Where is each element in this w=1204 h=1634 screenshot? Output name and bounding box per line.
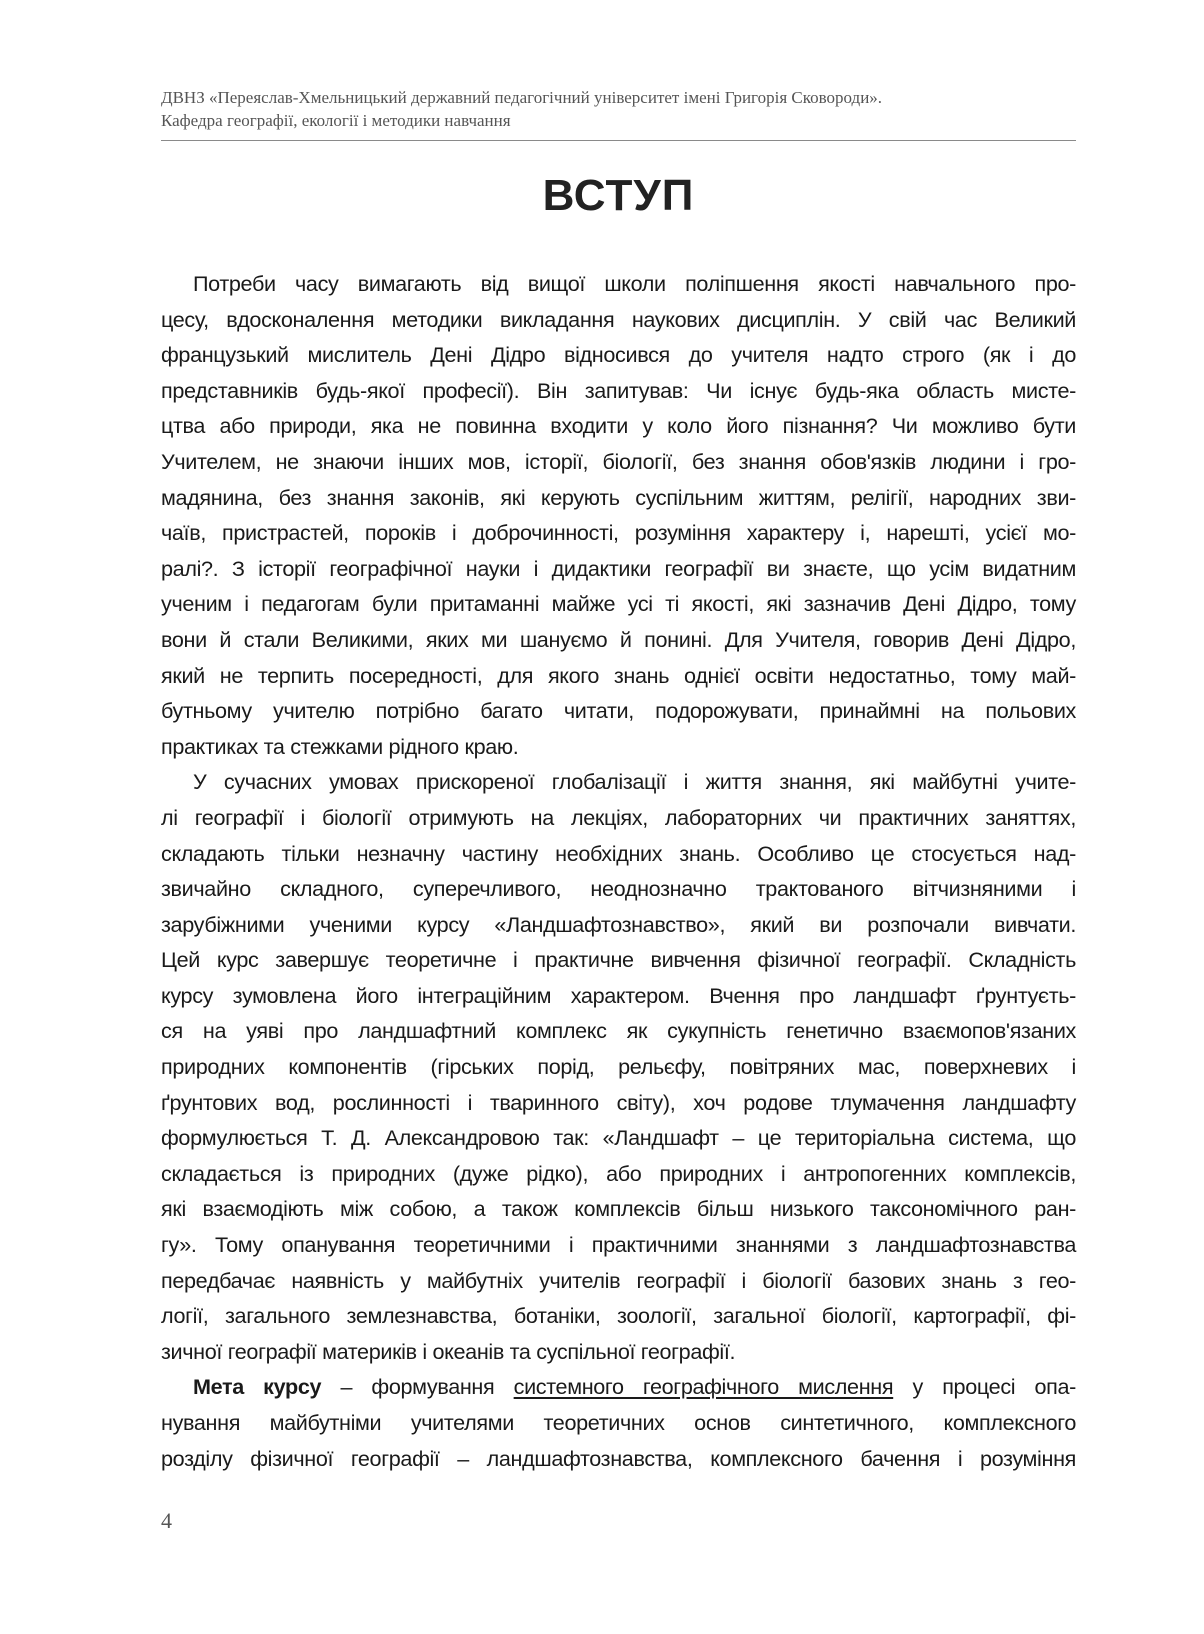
text-line: практиках та стежками рідного краю. [161,733,519,759]
text-line: гу». Тому опанування теоретичними і практичними знаннями з ландшафтознавства [161,1232,1076,1258]
page-number: 4 [161,1508,172,1533]
course-goal-label: Мета курсу [193,1374,322,1400]
header-divider [161,140,1076,141]
text-span: – формування [321,1374,514,1400]
text-line: Учителем, не знаючи інших мов, історії, біології, без знання обов'язків людини і гро- [161,448,1076,474]
text-span: у процесі опа- [893,1374,1076,1400]
text-line: У сучасних умовах прискореної глобалізації і життя знання, які майбутні учите- [193,769,1076,795]
text-line: бутньому учителю потрібно багато читати, подорожувати, принаймні на польових [161,698,1076,724]
text-line: вони й стали Великими, яких ми шануємо й понині. Для Учителя, говорив Дені Дідро, [161,626,1076,652]
text-line [161,1369,1076,1405]
text-line: лі географії і біології отримують на лекціях, лабораторних чи практичних заняттях, [161,804,1076,830]
text-line: ралі?. З історії географічної науки і дидактики географії ви знаєте, що усім видатним [161,555,1076,581]
paragraph-3 [161,1369,1076,1476]
text-line: формулюється Т. Д. Александровою так: «Ландшафт – це територіальна система, що [161,1125,1076,1151]
text-line: ґрунтових вод, рослинності і тваринного світу), хоч родове тлумачення ландшафту [161,1089,1076,1115]
paragraph-1 [161,266,1076,764]
text-line: які взаємодіють між собою, а також комплексів більш низького таксономічного ран- [161,1196,1076,1222]
running-header [161,86,1076,132]
text-line: цтва або природи, яка не повинна входити у коло його пізнання? Чи можливо бути [161,413,1076,439]
text-line: звичайно складного, суперечливого, неоднозначно трактованого вітчизняними і [161,876,1076,902]
text-line: розділу фізичної географії – ландшафтознавства, комплексного бачення і розуміння [161,1445,1076,1471]
text-line: природних компонентів (гірських порід, рельєфу, повітряних мас, поверхневих і [161,1054,1076,1080]
text-line: цесу, вдосконалення методики викладання наукових дисциплін. У свій час Великий [161,306,1076,332]
running-header-line-2: Кафедра географії, екології і методики навчання [161,111,511,130]
text-line: зарубіжними ученими курсу «Ландшафтознавство», який ви розпочали вивчати. [161,911,1076,937]
text-line: курсу зумовлена його інтеграційним характером. Вчення про ландшафт ґрунтуєть- [161,982,1076,1008]
text-line: логії, загального землезнавства, ботаніки, зоології, загальної біології, картографії, фі- [161,1303,1076,1329]
page-title: ВСТУП [542,171,695,220]
text-line: ся на уяві про ландшафтний комплекс як сукупність генетично взаємопов'язаних [161,1018,1076,1044]
text-line: який не терпить посередності, для якого знань однієї освіти недостатньо, тому май- [161,662,1076,688]
running-header-line-1: ДВНЗ «Переяслав-Хмельницький державний педагогічний університет імені Григорія Сковороди». [161,88,883,107]
text-line: мадянина, без знання законів, які керують суспільним життям, релігії, народних зви- [161,484,1076,510]
text-line: представників будь-якої професії). Він запитував: Чи існує будь-яка область мисте- [161,377,1076,403]
text-line: Цей курс завершує теоретичне і практичне вивчення фізичної географії. Складність [161,947,1076,973]
text-line: складається із природних (дуже рідко), або природних і антропогенних комплексів, [161,1160,1076,1186]
text-line: французький мислитель Дені Дідро відносився до учителя надто строго (як і до [161,342,1076,368]
text-line: зичної географії материків і океанів та суспільної географії. [161,1338,736,1364]
underlined-term: системного географічного мислення [513,1374,894,1400]
text-line: чаїв, пристрастей, пороків і доброчинності, розуміння характеру і, нарешті, усієї мо- [161,520,1076,546]
text-line: Потреби часу вимагають від вищої школи поліпшення якості навчального про- [193,271,1076,296]
text-line: ученим і педагогам були притаманні майже усі ті якості, які зазначив Дені Дідро, тому [161,591,1076,617]
text-line: складають тільки незначну частину необхідних знань. Особливо це стосується над- [161,840,1076,866]
paragraph-2 [161,764,1076,1369]
text-line: нування майбутніми учителями теоретичних основ синтетичного, комплексного [161,1410,1076,1435]
body-text [161,266,1076,1476]
text-line: передбачає наявність у майбутніх учителів географії і біології базових знань з гео- [161,1267,1076,1293]
